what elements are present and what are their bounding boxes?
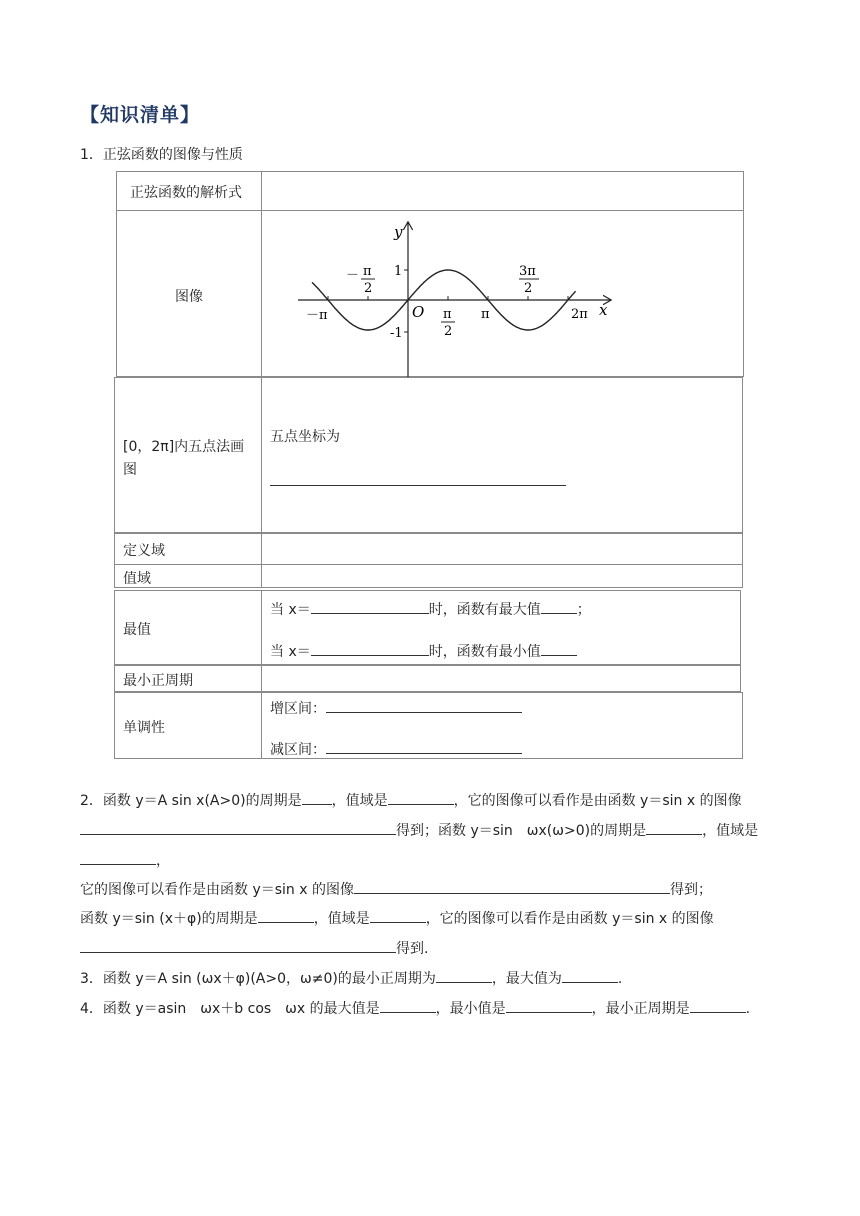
q2-omega-transform-blank (354, 879, 670, 894)
section-heading: 【知识清单】 (80, 104, 201, 126)
max-suffix: 时，函数有最大值 (428, 602, 541, 618)
sine-graph (290, 215, 620, 380)
q2-l5a: 函数 y＝sin (x＋φ)的周期是 (80, 911, 258, 927)
q2-line1 (80, 790, 742, 810)
decrease-line (270, 739, 522, 759)
q2-l5b: ，值域是 (313, 911, 370, 927)
q4-max-blank (380, 998, 436, 1013)
label-neg-sign: － (346, 268, 360, 283)
label-neg-one: -1 (390, 326, 403, 341)
q2-transform-blank (80, 820, 396, 835)
decrease-blank (326, 739, 522, 754)
q2-line4 (80, 879, 712, 899)
max-x-blank (311, 599, 429, 614)
extreme-min-line (270, 641, 577, 661)
q2-line6 (80, 938, 428, 958)
row-five-point (114, 377, 743, 533)
x-label: x (599, 301, 608, 319)
q2-line5 (80, 908, 714, 928)
label-pi-half-num: π (443, 307, 452, 322)
row-extreme (114, 590, 741, 665)
decrease-label: 减区间： (270, 742, 326, 758)
label-monotonic: 单调性 (123, 720, 165, 736)
increase-line (270, 698, 522, 718)
q4-min-blank (506, 998, 592, 1013)
q2-line3 (80, 850, 170, 870)
max-prefix: 当 x＝ (270, 602, 311, 618)
increase-label: 增区间： (270, 701, 326, 717)
q4-period-blank (690, 998, 746, 1013)
label-five-point-2: 图 (123, 462, 137, 478)
q2-l5c: ，它的图像可以看作是由函数 y＝sin x 的图像 (425, 911, 714, 927)
row-period (114, 665, 741, 692)
q2-l1a: 2．函数 y＝A sin x(A>0)的周期是 (80, 793, 302, 809)
label-pi: π (481, 307, 490, 322)
q2-phi-range-blank (370, 908, 426, 923)
q2-range-blank (388, 790, 454, 805)
q3-b: ，最大值为 (491, 971, 562, 987)
label-formula: 正弦函数的解析式 (130, 185, 242, 201)
row-domain (114, 533, 743, 565)
min-value-blank (541, 641, 577, 656)
label-five-point-1: [0，2π]内五点法画 (123, 439, 245, 455)
max-value-blank (541, 599, 577, 614)
q2-l6a: 得到. (396, 941, 429, 957)
y-label: y (394, 223, 403, 241)
label-three-pi-half-den: 2 (524, 281, 533, 296)
min-x-blank (311, 641, 429, 656)
min-suffix: 时，函数有最小值 (428, 644, 541, 660)
row-formula (116, 171, 744, 211)
q2-omega-period-blank (646, 820, 702, 835)
label-period: 最小正周期 (123, 673, 193, 689)
five-point-blank (270, 485, 566, 486)
label-neg-pi-half-num: π (363, 264, 372, 279)
q2-l1c: ，它的图像可以看作是由函数 y＝sin x 的图像 (453, 793, 742, 809)
label-two-pi: 2π (571, 307, 588, 322)
label-domain: 定义域 (123, 543, 165, 559)
label-range: 值域 (123, 571, 151, 587)
q3-line (80, 968, 622, 988)
q2-omega-range-blank (80, 850, 156, 865)
q4-d: . (745, 1001, 751, 1017)
extreme-max-line (270, 599, 591, 619)
q2-l4b: 得到； (669, 882, 712, 898)
q2-l3a: ， (156, 853, 170, 869)
label-neg-pi-half-den: 2 (364, 281, 373, 296)
q2-line2 (80, 820, 758, 840)
increase-blank (326, 698, 522, 713)
q2-phi-period-blank (258, 908, 314, 923)
label-pi-half-den: 2 (444, 324, 453, 339)
row-monotonic (114, 692, 743, 759)
q3-max-blank (562, 968, 618, 983)
q4-line (80, 998, 750, 1018)
min-prefix: 当 x＝ (270, 644, 311, 660)
label-three-pi-half-num: 3π (519, 264, 536, 279)
q4-a: 4．函数 y＝asin ωx＋b cos ωx 的最大值是 (80, 1001, 380, 1017)
q4-b: ，最小值是 (435, 1001, 506, 1017)
label-neg-pi: －π (306, 308, 328, 323)
q2-l1b: ，值域是 (331, 793, 388, 809)
five-point-text: 五点坐标为 (270, 429, 340, 445)
section1-title: 1．正弦函数的图像与性质 (80, 147, 243, 163)
q2-l2a: 得到；函数 y＝sin ωx(ω>0)的周期是 (396, 823, 647, 839)
q2-period-blank (302, 790, 332, 805)
label-origin: O (412, 303, 425, 321)
q3-period-blank (436, 968, 492, 983)
q3-c: . (617, 971, 623, 987)
q4-c: ，最小正周期是 (591, 1001, 690, 1017)
max-end: ； (576, 602, 591, 618)
label-graph: 图像 (175, 289, 203, 305)
q3-a: 3．函数 y＝A sin (ωx＋φ)(A>0，ω≠0)的最小正周期为 (80, 971, 436, 987)
q2-l4a: 它的图像可以看作是由函数 y＝sin x 的图像 (80, 882, 354, 898)
row-range (114, 564, 743, 588)
label-one: 1 (394, 264, 403, 279)
label-extreme: 最值 (123, 622, 151, 638)
q2-l2b: ，值域是 (702, 823, 759, 839)
q2-phi-transform-blank (80, 938, 396, 953)
